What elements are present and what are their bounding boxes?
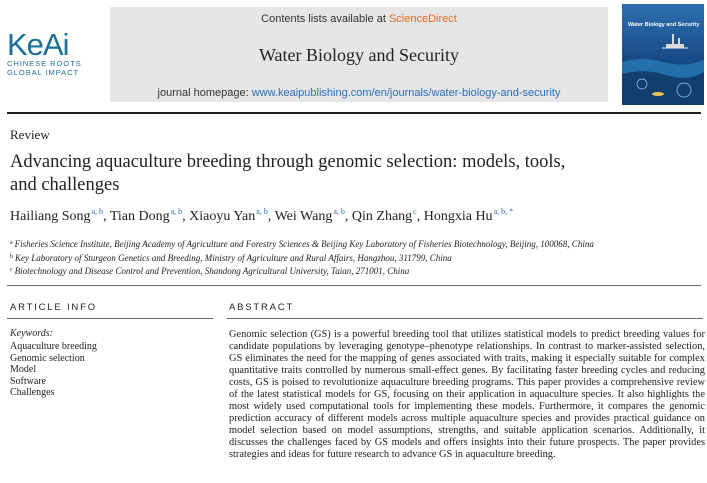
keyword: Challenges	[10, 387, 55, 398]
keyword: Aquaculture breeding	[10, 341, 97, 352]
journal-cover-image[interactable]	[622, 4, 704, 105]
logo-tagline-1: CHINESE ROOTS	[7, 59, 82, 68]
affiliation-text: Biotechnology and Disease Control and Prevention, Shandong Agricultural University, Taian, 271001, China	[14, 266, 410, 276]
keywords-label: Keywords:	[10, 328, 53, 339]
homepage-prefix: journal homepage:	[157, 87, 252, 99]
author-affiliation-marks[interactable]: a, b, *	[493, 207, 514, 216]
author-affiliation-marks[interactable]: c	[413, 207, 417, 216]
abstract-body	[229, 329, 705, 462]
sciencedirect-link[interactable]: ScienceDirect	[388, 13, 457, 25]
article-title	[10, 151, 660, 197]
abstract-line: of the latest statistical models for GS, focusing on their application in aquaculture species. It also highlights the	[229, 389, 705, 401]
affiliation-text: Fisheries Science Institute, Beijing Academy of Agriculture and Forestry Sciences & Beijing Key Laboratory of Fisheries Biotechnology, Beijing, 100068, China	[14, 239, 594, 249]
logo-wordmark: KeAi	[7, 27, 69, 62]
journal-header	[0, 0, 707, 108]
affiliation	[10, 264, 594, 278]
abstract-line: candidate populations by leveraging genotype–phenotype relationships. In contrast to marker-assisted selection,	[229, 341, 705, 353]
homepage-line	[110, 87, 608, 99]
author-name[interactable]: Hongxia Hu	[423, 209, 493, 224]
journal-banner	[110, 7, 608, 102]
section-divider	[7, 285, 701, 286]
abstract-line: strategies and ideas for future research to advance GS in aquaculture breeding.	[229, 449, 556, 461]
keyword: Model	[10, 364, 37, 375]
abstract-line: most widely used computational tools for implementing these models. Furthermore, it compares the genomic	[229, 401, 705, 413]
abstract-line: prediction accuracy of different models across multiple aquaculture species and provides practical guidance on	[229, 413, 705, 425]
cover-illustration	[622, 4, 704, 105]
contents-line	[110, 13, 608, 25]
publisher-logo[interactable]	[7, 27, 93, 77]
journal-title: Water Biology and Security	[258, 45, 459, 65]
abstract-line: GS eliminates the need for the mapping of genes associated with traits, making it especially suitable for complex	[229, 353, 705, 365]
article-type: Review	[10, 127, 50, 142]
header-divider	[7, 112, 701, 114]
author-affiliation-marks[interactable]: a, b	[333, 207, 345, 216]
author-name[interactable]: Qin Zhang	[351, 209, 413, 224]
affiliation-mark: a	[10, 240, 13, 246]
author-name[interactable]: Xiaoyu Yan	[189, 209, 256, 224]
abstract-line: Genomic selection (GS) is a powerful breeding tool that utilizes statistical models to predict breeding values for	[229, 329, 705, 340]
author-affiliation-marks[interactable]: a, b	[170, 207, 183, 216]
abstract-line: model selection based on model assumptions, strengths, and suitable application scenarios. Additionally, it	[229, 425, 705, 437]
contents-prefix: Contents lists available at	[261, 13, 389, 25]
title-line: Advancing aquaculture breeding through genomic selection: models, tools,	[10, 152, 566, 172]
author-list: Hailiang Song$^{a, b}$, Tian Dong$^{a, b}$, Xiaoyu Yan$^{a, b}$, Wei Wang$^{a, b}$, Qin Zhang$^c$, Hongxia $Hu^{a, b, *}$	[10, 207, 514, 224]
author-affiliation-marks[interactable]: a, b	[91, 207, 104, 216]
keyword: Software	[10, 375, 47, 387]
abstract-line: discusses the challenges faced by GS models and offers insights into their future prospects. The paper provides	[229, 437, 705, 449]
title-line: and challenges	[10, 175, 120, 195]
affiliation-mark: b	[10, 253, 13, 260]
abstract-line: costs, GS is poised to revolutionize aquaculture breeding programs. This paper provides a comprehensive review	[229, 377, 705, 389]
homepage-link[interactable]: www.keaipublishing.com/en/journals/water-biology-and-security	[251, 87, 561, 99]
keyword-list	[10, 341, 97, 399]
keyword: Genomic selection	[10, 352, 85, 364]
affiliation-text: Key Laboratory of Sturgeon Genetics and Breeding, Ministry of Agriculture and Rural Affairs, Hangzhou, 311799, China	[15, 252, 452, 263]
article-info-heading: ARTICLE INFO	[10, 302, 97, 313]
author-name[interactable]: Wei Wang	[274, 209, 333, 224]
author-affiliation-marks[interactable]: a, b	[256, 207, 268, 216]
author-name[interactable]: Tian Dong	[109, 209, 170, 224]
cover-title: Water Biology and Security	[628, 22, 700, 28]
affiliation-list	[10, 237, 594, 278]
abstract-underline	[227, 318, 703, 319]
affiliation-mark: c	[10, 267, 13, 273]
article-info-underline	[7, 318, 213, 319]
abstract-line: quantitative traits controlled by numerous small-effect genes. By facilitating faster breeding cycles and reducing	[229, 365, 705, 377]
author-name[interactable]: Hailiang Song	[10, 209, 91, 224]
logo-tagline-2: GLOBAL IMPACT	[7, 67, 80, 77]
affiliation	[10, 251, 594, 265]
abstract-heading: ABSTRACT	[229, 302, 295, 313]
affiliation	[10, 237, 594, 251]
